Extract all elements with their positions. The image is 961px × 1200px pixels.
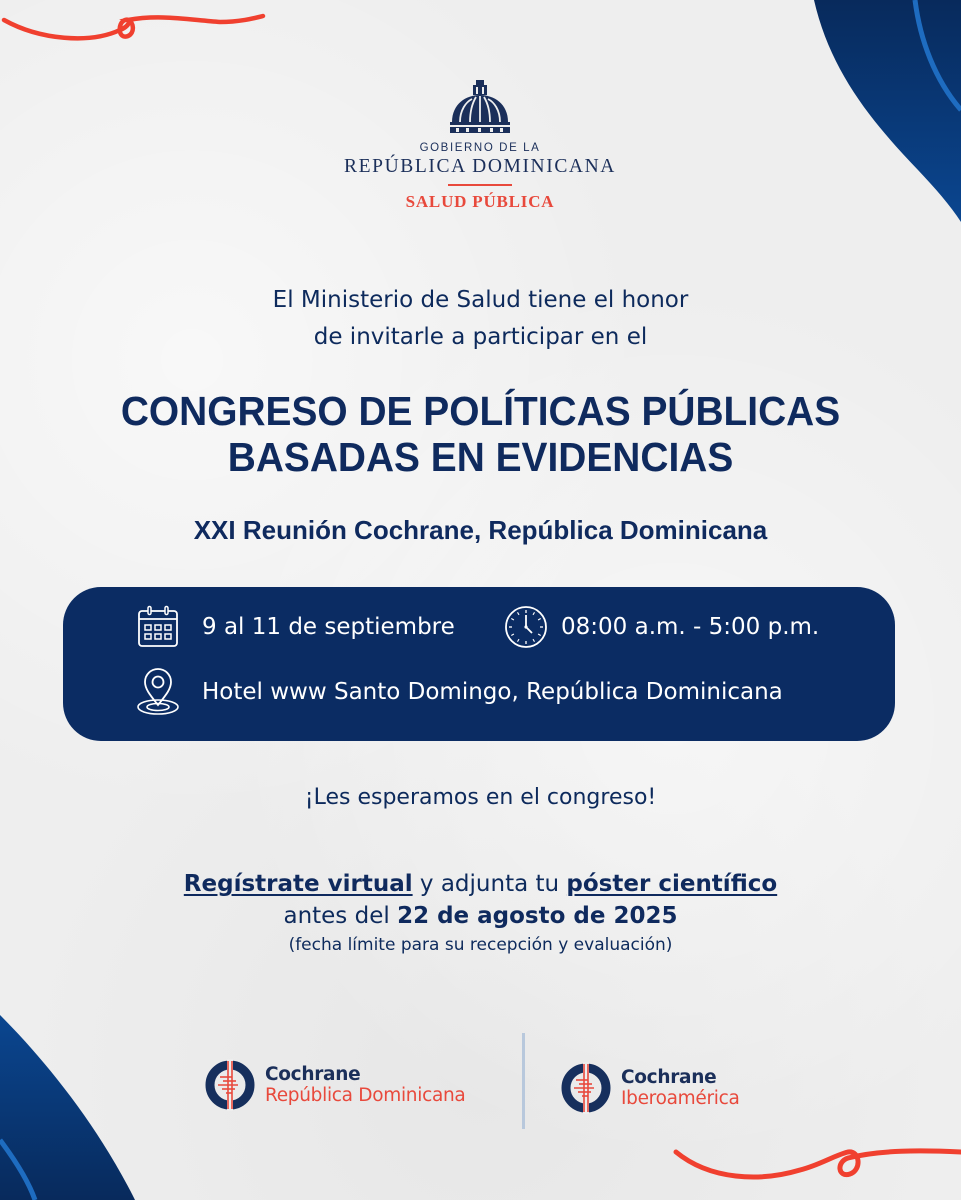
- red-swirl-bottom-decoration: [670, 1140, 961, 1200]
- cochrane-logo-icon: [204, 1059, 256, 1111]
- scientific-poster-link[interactable]: póster científico: [566, 871, 778, 897]
- cochrane-logo-icon: [560, 1062, 612, 1114]
- clock-icon: [504, 605, 548, 649]
- registration-block: [0, 868, 961, 958]
- event-location: Hotel www Santo Domingo, República Dominicana: [202, 679, 783, 705]
- deadline-prefix: antes del: [283, 903, 398, 929]
- partner-region: República Dominicana: [265, 1085, 466, 1106]
- intro-line2: de invitarle a participar en el: [313, 324, 648, 350]
- gov-logo-line1: GOBIERNO DE LA: [419, 142, 541, 154]
- blue-wave-bottom-left-decoration: [0, 1010, 140, 1200]
- register-virtual-link[interactable]: Regístrate virtual: [183, 871, 413, 897]
- deadline-note: (fecha límite para su recepción y evaluación): [288, 935, 673, 955]
- map-pin-icon: [136, 667, 180, 717]
- gov-logo-divider: [448, 184, 512, 186]
- partner-name: Cochrane: [265, 1064, 361, 1085]
- deadline-date: 22 de agosto de 2025: [397, 903, 678, 929]
- event-location-row: [136, 667, 783, 717]
- title-line1: CONGRESO DE POLÍTICAS PÚBLICAS: [120, 388, 841, 434]
- partner-divider: [522, 1033, 525, 1129]
- event-subtitle: XXI Reunión Cochrane, República Dominicana: [193, 515, 768, 545]
- invitation-intro: [0, 282, 961, 356]
- closing-message: ¡Les esperamos en el congreso!: [304, 785, 657, 810]
- gov-logo-line2: REPÚBLICA DOMINICANA: [344, 156, 616, 177]
- capitol-dome-icon: [446, 78, 514, 136]
- event-date-row: [136, 605, 455, 649]
- partner-region: Iberoamérica: [621, 1088, 740, 1109]
- registration-line1: [0, 868, 961, 900]
- partner-cochrane-rd: [204, 1059, 465, 1111]
- partner-text: [621, 1067, 740, 1109]
- government-logo: [330, 78, 630, 212]
- event-date: 9 al 11 de septiembre: [202, 614, 455, 640]
- registration-connector: y adjunta tu: [412, 871, 567, 897]
- intro-line1: El Ministerio de Salud tiene el honor: [272, 287, 689, 313]
- registration-line2: [0, 900, 961, 932]
- gov-logo-line3: SALUD PÚBLICA: [405, 192, 555, 211]
- event-time-row: [504, 605, 819, 649]
- red-swirl-top-decoration: [0, 0, 270, 50]
- title-line2: BASADAS EN EVIDENCIAS: [227, 434, 734, 480]
- event-info-box: [63, 587, 895, 741]
- blue-wave-top-right-decoration: [800, 0, 961, 225]
- partner-cochrane-iberoamerica: [560, 1062, 740, 1114]
- event-title: [19, 388, 942, 480]
- partner-text: [265, 1064, 465, 1106]
- event-time: 08:00 a.m. - 5:00 p.m.: [561, 614, 820, 640]
- partner-name: Cochrane: [621, 1067, 717, 1088]
- calendar-icon: [136, 605, 180, 649]
